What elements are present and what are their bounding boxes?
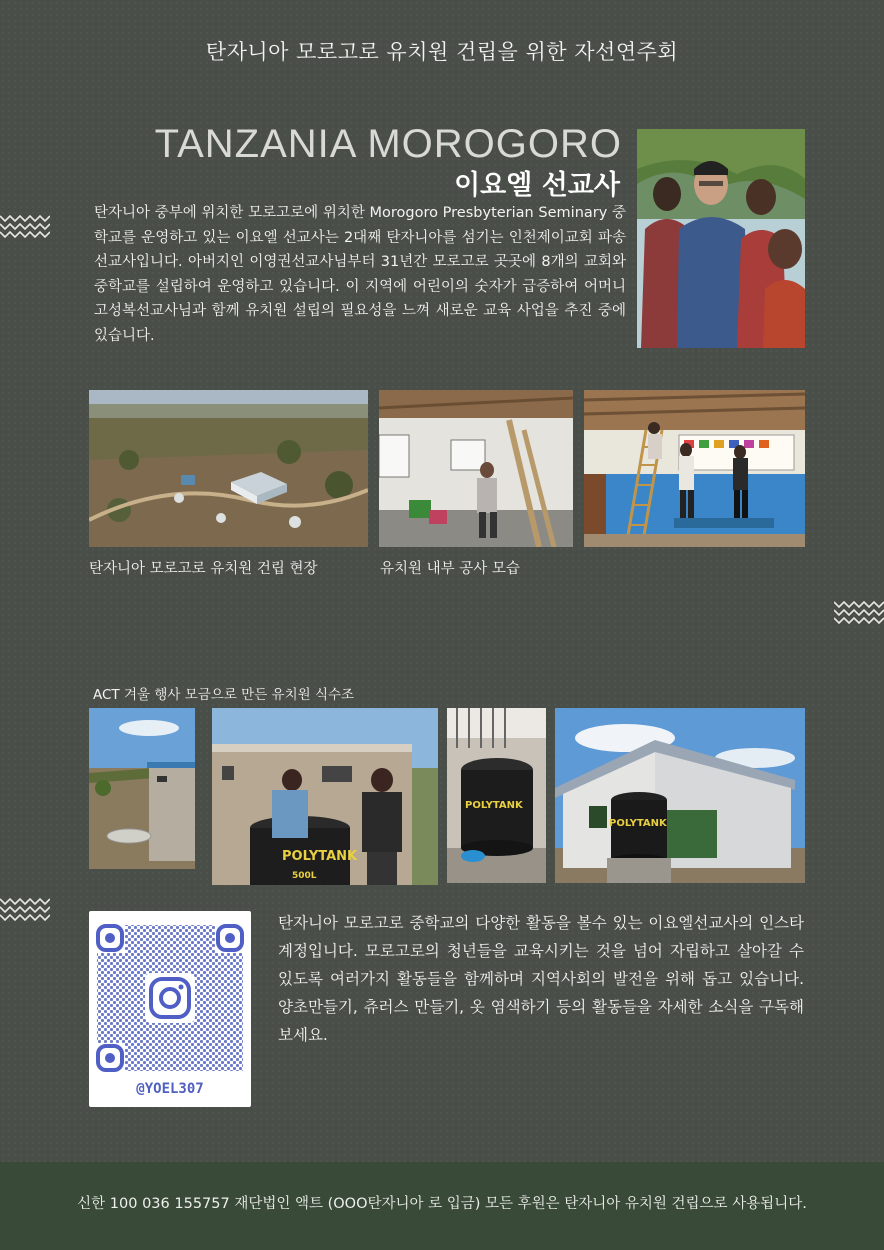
instagram-description: 탄자니아 모로고로 중학교의 다양한 활동을 볼수 있는 이요엘선교사의 인스타 계정입니다. 모로고로의 청년들을 교육시키는 것을 넘어 자립하고 살아갈 수 있도록 여러가지 활동들을 함께하며 지역사회의 발전을 위해 돕고 있습니다. 양초만들기, 츄러스 만들기, 옷 염색하기 등의 활동들을 자세한 소식을 구독해보세요.	[278, 914, 804, 1044]
missionary-title-ko: 이요엘 선교사	[454, 170, 620, 201]
polytank-label-1: POLYTANK	[282, 849, 358, 864]
caption-interior-construction: 유치원 내부 공사 모습	[380, 561, 520, 577]
polytank-label-3: POLYTANK	[609, 818, 667, 829]
kindergarten-interior-construction-photo	[379, 390, 573, 547]
construction-site-aerial-photo	[89, 390, 368, 547]
kindergarten-building-exterior-photo	[555, 708, 805, 883]
caption-water-tank: ACT 겨울 행사 모금으로 만든 유치원 식수조	[93, 687, 355, 703]
classroom-mural-painting-photo	[584, 390, 805, 547]
polytank-size-1: 500L	[292, 871, 317, 881]
zigzag-decoration-left-bottom	[0, 895, 50, 923]
zigzag-decoration-left-top	[0, 212, 50, 240]
water-tank-closeup-photo	[447, 708, 546, 883]
zigzag-decoration-right	[834, 598, 884, 626]
footer-donation-info: 신한 100 036 155757 재단법인 액트 (OOO탄자니아 로 입금) 모든 후원은 탄자니아 유치원 건립으로 사용됩니다.	[77, 1196, 807, 1212]
instagram-qr-card[interactable]	[89, 911, 251, 1107]
polytank-label-2: POLYTANK	[465, 800, 523, 811]
water-tank-installation-photo	[212, 708, 438, 885]
missionary-portrait-photo	[637, 129, 805, 348]
instagram-qr-code[interactable]	[95, 923, 245, 1073]
page-header-title: 탄자니아 모로고로 유치원 건립을 위한 자선연주회	[205, 40, 679, 64]
missionary-intro-text: 탄자니아 중부에 위치한 모로고로에 위치한 Morogoro Presbyterian Seminary 중학교를 운영하고 있는 이요엘 선교사는 2대째 탄자니아를 섬기는 인천제이교회 파송 선교사입니다. 아버지인 이영권선교사님부터 31년간 모로고로 곳곳에 8개의 교회와 중학교를 설립하여 운영하고 있습니다. 이 지역에 어린이의 숫자가 급증하여 어머니 고성복선교사님과 함께 유치원 설립의 필요성을 느껴 새로운 교육 사업을 추진 중에 있습니다.	[94, 205, 626, 344]
missionary-title-en: TANZANIA MOROGORO	[154, 122, 622, 166]
instagram-handle[interactable]: @YOEL307	[136, 1081, 204, 1097]
toilet-building-photo	[89, 708, 195, 869]
caption-construction-site: 탄자니아 모로고로 유치원 건립 현장	[89, 561, 318, 577]
